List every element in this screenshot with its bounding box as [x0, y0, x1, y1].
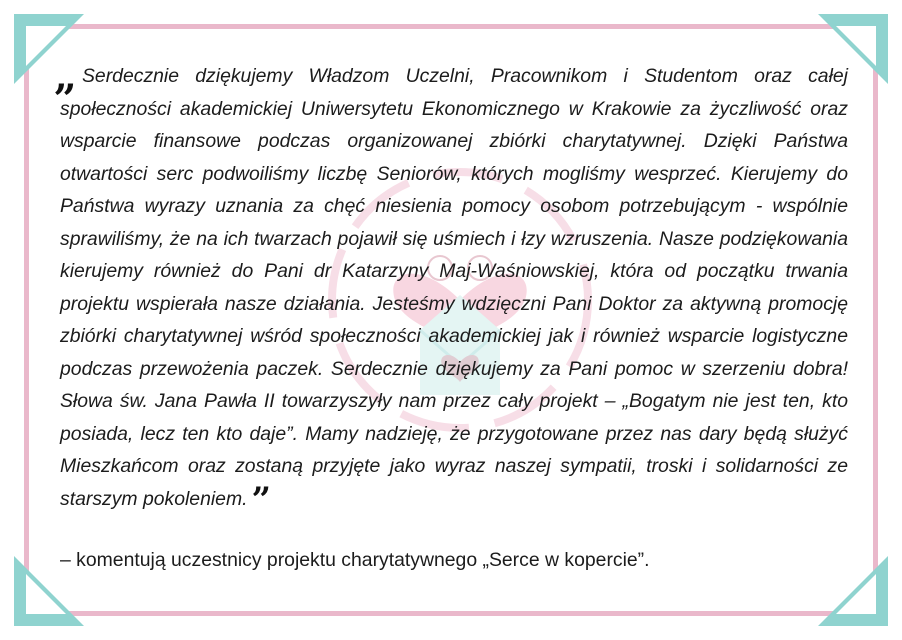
- opening-quote-mark: „: [54, 53, 78, 100]
- quote-body: Serdecznie dziękujemy Władzom Uczelni, Pracownikom i Studentom oraz całej społeczności akademickiej Uniwersytetu Ekonomicznego w Krakowie za życzliwość oraz wsparcie finansowe podczas organizowanej zbiórki charytatywnej. Dzięki Państwa otwartości serc podwoiliśmy liczbę Seniorów, których mogliśmy wesprzeć. Kierujemy do Państwa wyrazy uznania za chęć niesienia pomocy osobom potrzebującym - wspólnie sprawiliśmy, że na ich twarzach pojawił się uśmiech i łzy wzruszenia. Nasze podziękowania kierujemy również do Pani dr Katarzyny Maj-Waśniowskiej, która od początku trwania projektu wspierała nasze działania. Jesteśmy wdzięczni Pani Doktor za aktywną promocję zbiórki charytatywnej wśród społeczności akademickiej jak i również wsparcie logistyczne podczas przewożenia paczek. Serdecznie dziękujemy za Pani pomoc w szerzeniu dobra! Słowa św. Jana Pawła II towarzyszyły nam przez cały projekt – „Bogatym nie jest ten, kto posiada, lecz ten kto daje”. Mamy nadzieję, że przygotowane przez nas dary będą służyć Mieszkańcom oraz zostaną przyjęte jako wyraz naszej sympatii, troski i solidarności ze starszym pokoleniem.: [60, 65, 848, 510]
- frame-border-bottom: [30, 611, 872, 616]
- frame-border-left: [24, 30, 29, 610]
- closing-quote-mark: ”: [251, 479, 272, 520]
- thank-you-quote: [60, 60, 848, 520]
- attribution-line: – komentują uczestnicy projektu charytatywnego „Serce w kopercie”.: [60, 549, 650, 571]
- corner-decoration-bottom-right: [818, 556, 888, 626]
- frame-border-top: [30, 24, 872, 29]
- frame-border-right: [873, 30, 878, 610]
